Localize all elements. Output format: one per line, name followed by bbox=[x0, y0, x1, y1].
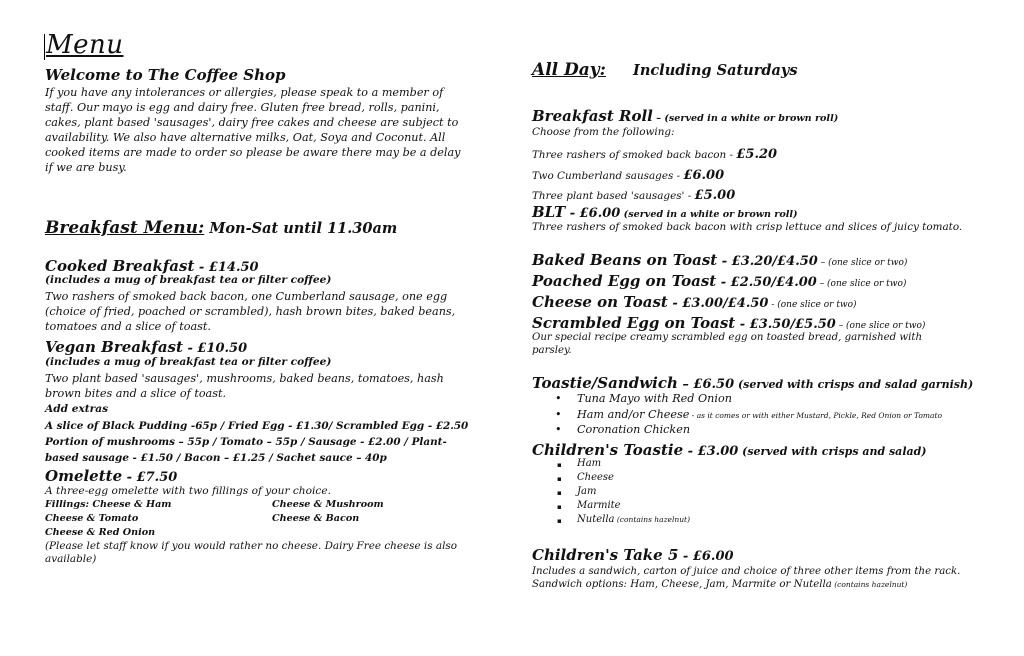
toastie-ham-note: - as it comes or with either Mustard, Pickle, Red Onion or Tomato bbox=[689, 411, 943, 420]
toastie-item bbox=[577, 392, 732, 405]
desc-line: Two plant based 'sausages', mushrooms, baked beans, tomatoes, hash bbox=[45, 372, 444, 385]
intro-line: cakes, plant based 'sausages', dairy free cakes and cheese are subject to bbox=[45, 116, 459, 129]
take5-options bbox=[532, 577, 907, 592]
omelette-note bbox=[45, 540, 457, 566]
cooked-breakfast-title bbox=[45, 256, 259, 275]
toastie-note: (served with crisps and salad garnish) bbox=[734, 378, 974, 391]
breakfast-section-heading bbox=[45, 218, 397, 238]
toast-price: - £3.50/£5.50 bbox=[735, 317, 836, 332]
kids-item-label: Marmite bbox=[577, 500, 621, 511]
toast-name: Scrambled Egg on Toast bbox=[532, 314, 736, 332]
breakfast-heading: Breakfast Menu: bbox=[45, 218, 205, 238]
take5-title bbox=[532, 545, 734, 564]
intro-line: if we are busy. bbox=[45, 161, 127, 174]
kids-item-label: Nutella bbox=[577, 514, 615, 525]
vegan-price: - £10.50 bbox=[182, 341, 248, 356]
cooked-description bbox=[45, 289, 455, 334]
toast-price: - £3.20/£4.50 bbox=[717, 254, 818, 269]
toast-note: – (one slice or two) bbox=[835, 321, 926, 331]
extras-line: A slice of Black Pudding -65p / Fried Egg - £1.30/ Scrambled Egg - £2.50 bbox=[45, 420, 469, 432]
cooked-price: - £14.50 bbox=[194, 260, 259, 275]
blt-description: Three rashers of smoked back bacon with crisp lettuce and slices of juicy tomato. bbox=[532, 221, 963, 233]
kids-item bbox=[577, 500, 621, 511]
nutella-note: (contains hazelnut) bbox=[614, 515, 690, 524]
blt-price: - £6.00 bbox=[565, 206, 621, 221]
breakfast-roll-title bbox=[532, 106, 838, 125]
allday-heading-row bbox=[532, 60, 797, 80]
intro-line: availability. We also have alternative milks, Oat, Soya and Coconut. All bbox=[45, 131, 446, 144]
toastie-title bbox=[532, 373, 973, 392]
kids-toastie-price: - £3.00 bbox=[683, 444, 739, 459]
toast-note: – (one slice or two) bbox=[817, 258, 908, 268]
vegan-description bbox=[45, 371, 444, 401]
desc-line: (choice of fried, poached or scrambled), hash brown bites, baked beans, bbox=[45, 305, 456, 318]
toast-name: Poached Egg on Toast bbox=[532, 272, 717, 290]
toast-note: - (one slice or two) bbox=[768, 300, 857, 310]
cooked-includes: (includes a mug of breakfast tea or filter coffee) bbox=[45, 274, 332, 286]
filling-5: Cheese & Red Onion bbox=[45, 527, 156, 538]
take5-options-text: Sandwich options: Ham, Cheese, Jam, Marmite or Nutella bbox=[532, 579, 832, 590]
desc-line: Our special recipe creamy scrambled egg on toasted bread, garnished with bbox=[532, 332, 923, 343]
blt-name: BLT bbox=[532, 203, 566, 221]
roll-option-2 bbox=[532, 164, 724, 184]
kids-toastie-name: Children's Toastie bbox=[532, 441, 684, 459]
roll-option-text: Three rashers of smoked back bacon - bbox=[532, 149, 737, 161]
roll-option-text: Two Cumberland sausages - bbox=[532, 170, 684, 182]
cooked-name: Cooked Breakfast bbox=[45, 257, 195, 275]
toastie-item-label: Tuna Mayo with Red Onion bbox=[577, 392, 732, 405]
kids-item bbox=[577, 486, 596, 497]
take5-note: (contains hazelnut) bbox=[831, 580, 908, 589]
roll-option-3 bbox=[532, 184, 735, 204]
intro-line: staff. Our mayo is egg and dairy free. Gluten free bread, rolls, panini, bbox=[45, 101, 440, 114]
take5-name: Children's Take 5 bbox=[532, 546, 679, 564]
toast-name: Baked Beans on Toast bbox=[532, 251, 718, 269]
allday-heading: All Day: bbox=[532, 60, 606, 80]
roll-option-price: £5.00 bbox=[694, 188, 736, 203]
vegan-includes: (includes a mug of breakfast tea or filter coffee) bbox=[45, 356, 332, 368]
kids-item-label: Cheese bbox=[577, 472, 614, 483]
kids-item-label: Ham bbox=[577, 458, 602, 469]
omelette-description: A three-egg omelette with two fillings of your choice. bbox=[45, 485, 331, 497]
kids-item bbox=[577, 458, 601, 469]
welcome-heading: Welcome to The Coffee Shop bbox=[45, 66, 286, 84]
desc-line: brown bites and a slice of toast. bbox=[45, 387, 227, 400]
toast-price: - £3.00/£4.50 bbox=[667, 296, 769, 311]
toast-price: - £2.50/£4.00 bbox=[716, 275, 817, 290]
note-line: available) bbox=[45, 553, 97, 565]
intro-text bbox=[45, 85, 461, 175]
desc-line: tomatoes and a slice of toast. bbox=[45, 320, 211, 333]
vegan-name: Vegan Breakfast bbox=[45, 338, 183, 356]
blt-note: (served in a white or brown roll) bbox=[620, 209, 798, 220]
filling-2: Cheese & Mushroom bbox=[272, 499, 384, 510]
vegan-breakfast-title bbox=[45, 337, 247, 356]
kids-item bbox=[577, 514, 690, 525]
toast-item-1 bbox=[532, 250, 907, 269]
toast-item-2 bbox=[532, 271, 906, 290]
note-line: (Please let staff know if you would rather no cheese. Dairy Free cheese is also bbox=[45, 540, 457, 552]
desc-line: parsley. bbox=[532, 345, 572, 356]
filling-1: Fillings: Cheese & Ham bbox=[45, 499, 172, 510]
kids-toastie-title bbox=[532, 440, 927, 459]
kids-item bbox=[577, 472, 614, 483]
toast-item-3 bbox=[532, 292, 857, 311]
extras-line: Portion of mushrooms – 55p / Tomato – 55p / Sausage - £2.00 / Plant- bbox=[45, 436, 447, 448]
omelette-price: - £7.50 bbox=[122, 470, 178, 485]
roll-name: Breakfast Roll bbox=[532, 107, 653, 125]
take5-description: Includes a sandwich, carton of juice and choice of three other items from the rack. bbox=[532, 566, 961, 577]
toastie-item bbox=[577, 423, 690, 436]
roll-option-price: £5.20 bbox=[736, 147, 778, 162]
roll-option-text: Three plant based 'sausages' - bbox=[532, 190, 695, 202]
extras-list bbox=[45, 418, 468, 466]
desc-line: Two rashers of smoked back bacon, one Cumberland sausage, one egg bbox=[45, 290, 448, 303]
toast-name: Cheese on Toast bbox=[532, 293, 668, 311]
omelette-name: Omelette bbox=[45, 467, 123, 485]
filling-3: Cheese & Tomato bbox=[45, 513, 139, 524]
take5-price: - £6.00 bbox=[678, 549, 734, 564]
omelette-title bbox=[45, 466, 177, 485]
toastie-price: – £6.50 bbox=[677, 377, 735, 392]
extras-line: based sausage - £1.50 / Bacon – £1.25 / Sachet sauce – 40p bbox=[45, 452, 387, 464]
kids-toastie-note: (served with crisps and salad) bbox=[738, 445, 927, 458]
toastie-name: Toastie/Sandwich bbox=[532, 374, 678, 392]
filling-4: Cheese & Bacon bbox=[272, 513, 360, 524]
intro-line: cooked items are made to order so please be aware there may be a delay bbox=[45, 146, 461, 159]
intro-line: If you have any intolerances or allergies, please speak to a member of bbox=[45, 86, 444, 99]
blt-title bbox=[532, 202, 798, 221]
toast-note: – (one slice or two) bbox=[816, 279, 907, 289]
extras-heading: Add extras bbox=[45, 403, 109, 415]
kids-item-label: Jam bbox=[577, 486, 597, 497]
roll-note: – (served in a white or brown roll) bbox=[652, 113, 839, 124]
scrambled-description bbox=[532, 331, 922, 357]
toast-item-4 bbox=[532, 313, 925, 332]
allday-subheading: Including Saturdays bbox=[633, 62, 798, 79]
roll-option-1 bbox=[532, 143, 777, 163]
toastie-item-label: Coronation Chicken bbox=[577, 423, 691, 436]
toastie-item bbox=[577, 408, 942, 421]
roll-option-price: £6.00 bbox=[683, 168, 725, 183]
text-cursor bbox=[44, 34, 45, 60]
page-title: Menu bbox=[46, 30, 124, 60]
roll-choose: Choose from the following: bbox=[532, 126, 675, 138]
breakfast-hours: Mon-Sat until 11.30am bbox=[209, 220, 398, 237]
toastie-item-label: Ham and/or Cheese bbox=[577, 408, 690, 421]
